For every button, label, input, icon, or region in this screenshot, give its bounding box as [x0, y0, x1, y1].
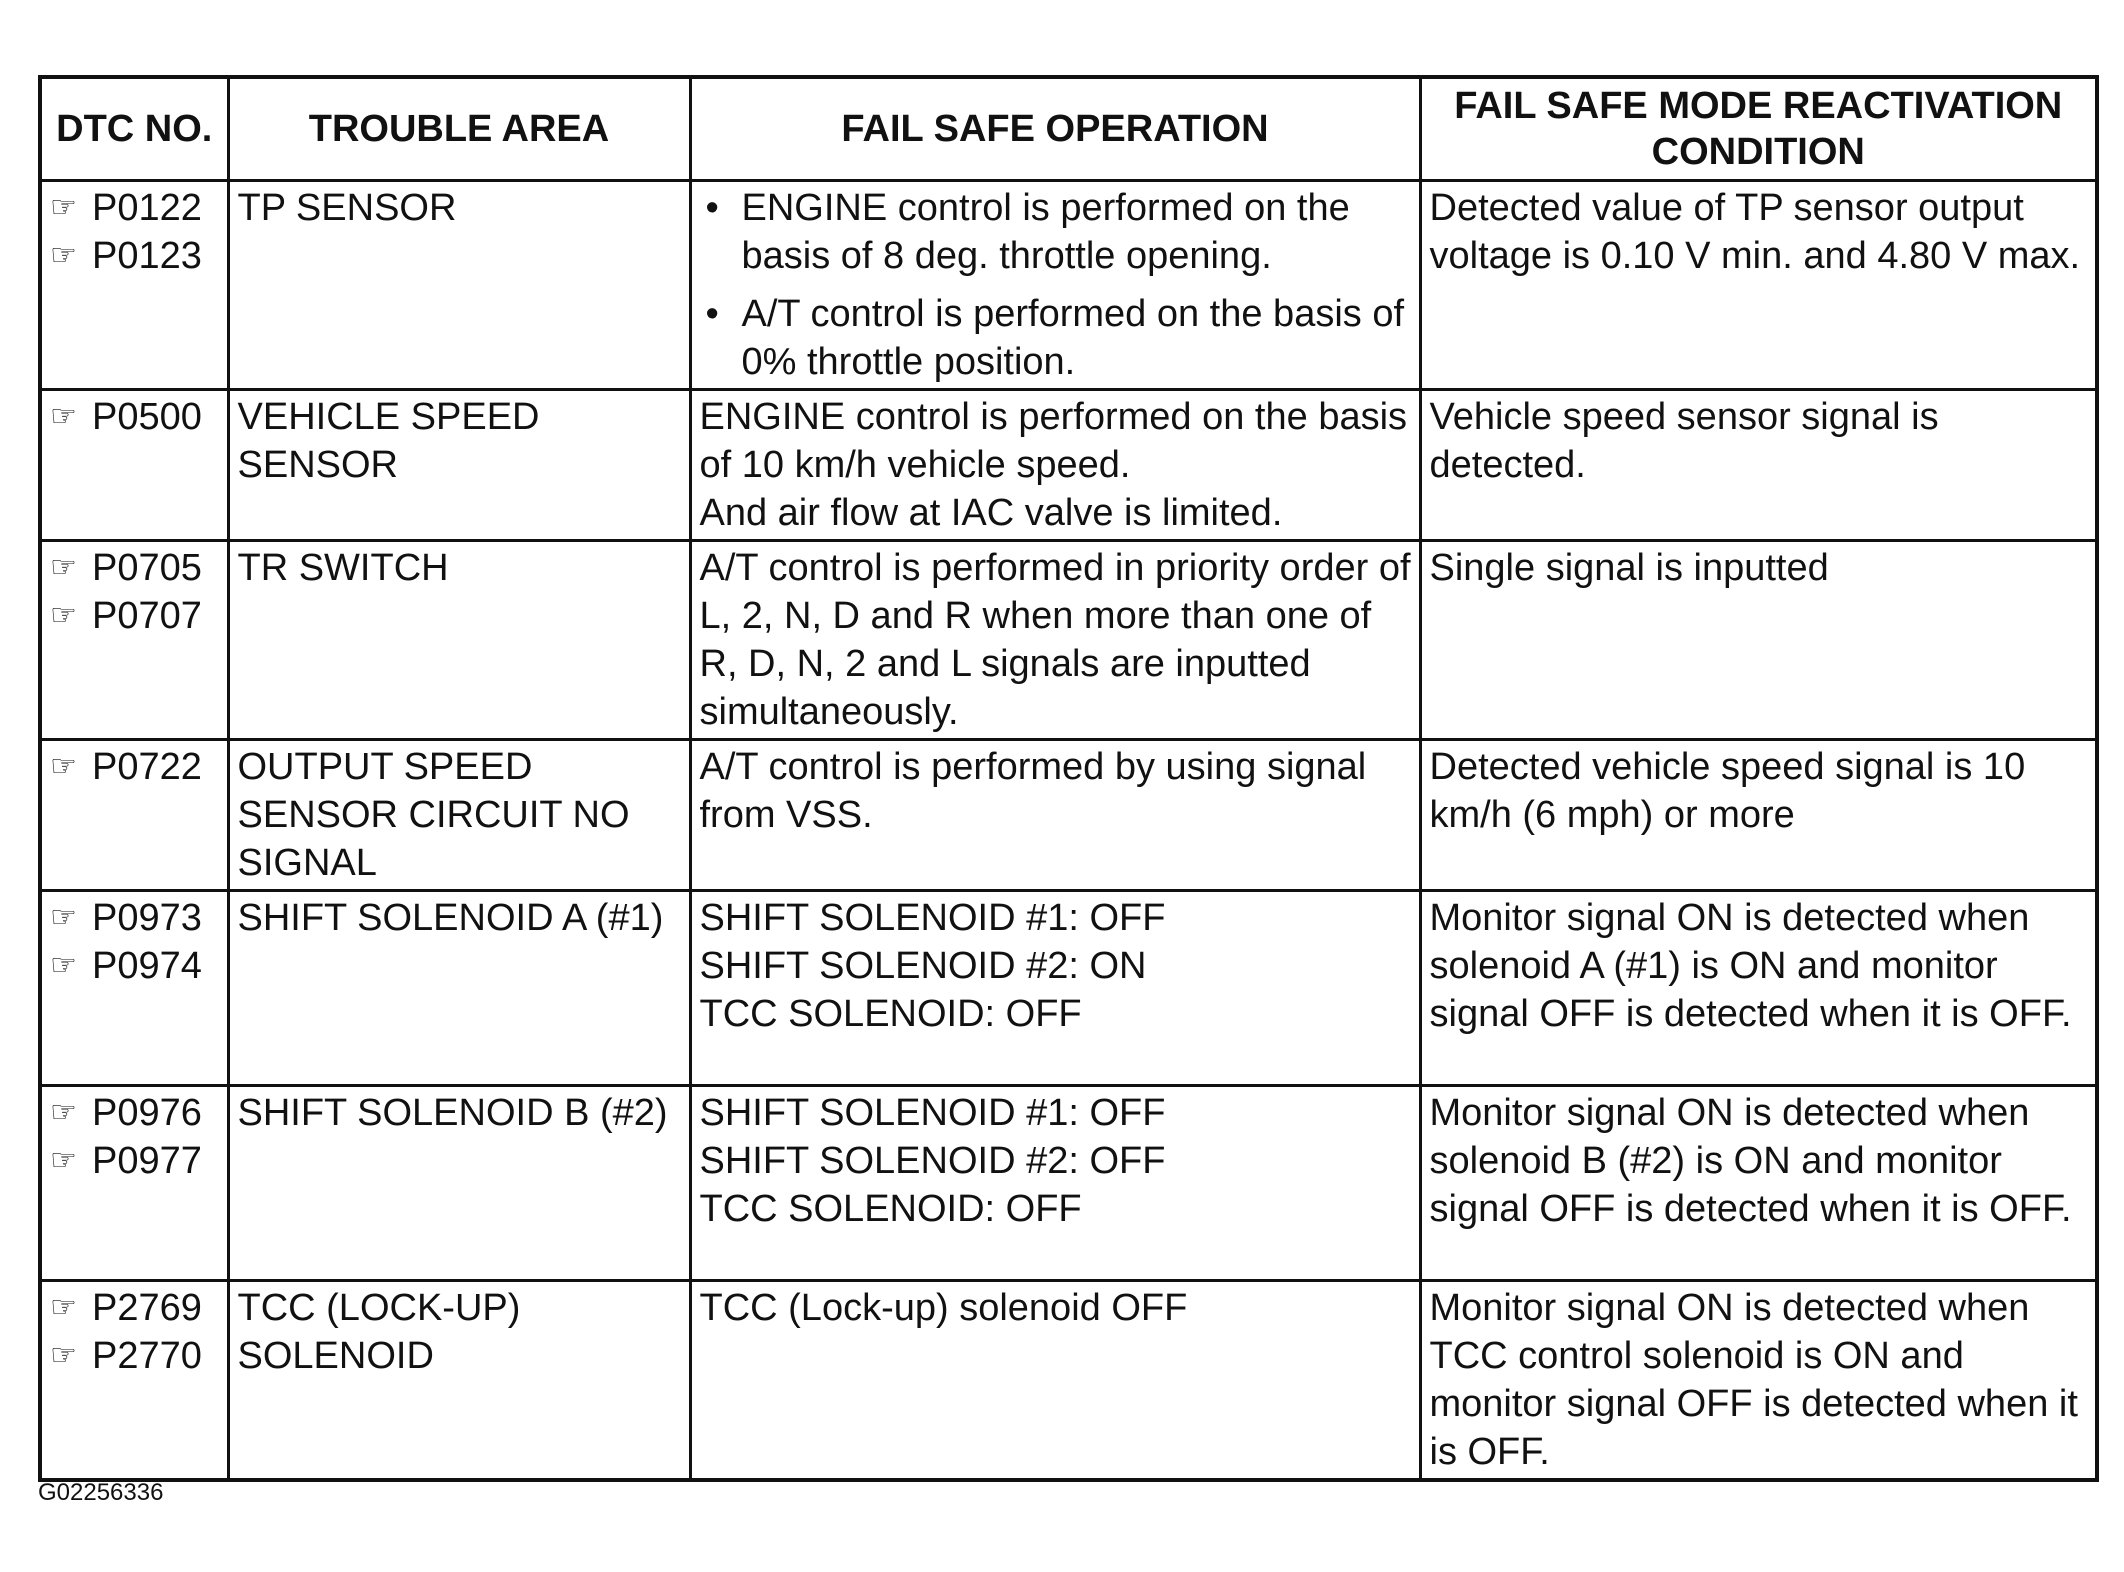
- dtc-code-text: P0722: [92, 746, 202, 788]
- reactivation-condition-cell: Vehicle speed sensor signal is detected.: [1420, 390, 2097, 541]
- fail-safe-operation-cell: [690, 891, 1420, 1086]
- pointing-hand-icon: ☞: [50, 599, 77, 632]
- dtc-codes-cell: [40, 390, 228, 541]
- dtc-codes-cell: [40, 1281, 228, 1481]
- graphic-id-label: G02256336: [38, 1479, 164, 1506]
- pointing-hand-icon: ☞: [50, 901, 77, 934]
- operation-line: ENGINE control is performed on the basis of 10 km/h vehicle speed.: [699, 396, 1408, 486]
- table-row: [40, 181, 2097, 390]
- reactivation-condition-cell: Detected vehicle speed signal is 10 km/h (6 mph) or more: [1420, 740, 2097, 891]
- header-dtc-no: DTC NO.: [40, 77, 228, 181]
- dtc-table-container: [38, 75, 2095, 1473]
- table-row: [40, 390, 2097, 541]
- table-row: [40, 891, 2097, 1086]
- dtc-code-text: P0123: [92, 235, 202, 277]
- dtc-code: [50, 942, 219, 990]
- operation-line: A/T control is performed by using signal from VSS.: [699, 746, 1367, 836]
- operation-line: SHIFT SOLENOID #2: ON: [699, 945, 1147, 987]
- pointing-hand-icon: ☞: [50, 949, 77, 982]
- operation-line: TCC SOLENOID: OFF: [699, 1188, 1082, 1230]
- table-header: [40, 77, 2097, 181]
- header-reactivation-condition: [1420, 77, 2097, 181]
- operation-line: A/T control is performed in priority order of L, 2, N, D and R when more than one of R, D, N, 2 and L signals are inputted simultaneously.: [699, 547, 1411, 733]
- trouble-area-cell: TCC (LOCK-UP) SOLENOID: [228, 1281, 690, 1481]
- dtc-code: [50, 743, 219, 791]
- dtc-code-text: P0976: [92, 1092, 202, 1134]
- dtc-code: [50, 592, 219, 640]
- operation-line: And air flow at IAC valve is limited.: [699, 492, 1283, 534]
- reactivation-condition-cell: Monitor signal ON is detected when solenoid B (#2) is ON and monitor signal OFF is detected when it is OFF.: [1420, 1086, 2097, 1281]
- dtc-code: [50, 232, 219, 280]
- trouble-area-cell: SHIFT SOLENOID A (#1): [228, 891, 690, 1086]
- header-reactivation-line1: FAIL SAFE MODE REACTIVATION: [1454, 85, 2063, 127]
- pointing-hand-icon: ☞: [50, 400, 77, 433]
- reactivation-condition-cell: Monitor signal ON is detected when solenoid A (#1) is ON and monitor signal OFF is detected when it is OFF.: [1420, 891, 2097, 1086]
- fail-safe-operation-cell: [690, 541, 1420, 740]
- pointing-hand-icon: ☞: [50, 551, 77, 584]
- operation-bullet: • A/T control is performed on the basis of 0% throttle position.: [700, 290, 1411, 386]
- dtc-code-text: P0973: [92, 897, 202, 939]
- pointing-hand-icon: ☞: [50, 191, 77, 224]
- dtc-codes-cell: [40, 1086, 228, 1281]
- fail-safe-operation-cell: [690, 1281, 1420, 1481]
- fail-safe-table: [38, 75, 2099, 1482]
- fail-safe-operation-cell: [690, 1086, 1420, 1281]
- dtc-code-text: P0707: [92, 595, 202, 637]
- trouble-area-cell: TR SWITCH: [228, 541, 690, 740]
- header-fail-safe-operation: FAIL SAFE OPERATION: [690, 77, 1420, 181]
- pointing-hand-icon: ☞: [50, 1339, 77, 1372]
- table-row: [40, 740, 2097, 891]
- dtc-codes-cell: [40, 740, 228, 891]
- dtc-code-text: P0977: [92, 1140, 202, 1182]
- header-reactivation-line2: CONDITION: [1651, 131, 1865, 173]
- dtc-code: [50, 1089, 219, 1137]
- dtc-code: [50, 894, 219, 942]
- dtc-code: [50, 1332, 219, 1380]
- operation-line: TCC SOLENOID: OFF: [699, 993, 1082, 1035]
- pointing-hand-icon: ☞: [50, 1096, 77, 1129]
- operation-line: SHIFT SOLENOID #1: OFF: [699, 1092, 1166, 1134]
- dtc-code-text: P0122: [92, 187, 202, 229]
- table-row: [40, 1281, 2097, 1481]
- operation-bullet-list: [700, 184, 1411, 386]
- pointing-hand-icon: ☞: [50, 239, 77, 272]
- fail-safe-operation-cell: [690, 390, 1420, 541]
- fail-safe-operation-cell: [690, 181, 1420, 390]
- dtc-code: [50, 393, 219, 441]
- operation-bullet: • ENGINE control is performed on the basis of 8 deg. throttle opening.: [700, 184, 1411, 280]
- dtc-codes-cell: [40, 541, 228, 740]
- dtc-code-text: P0705: [92, 547, 202, 589]
- table-row: [40, 1086, 2097, 1281]
- operation-line: SHIFT SOLENOID #1: OFF: [699, 897, 1166, 939]
- reactivation-condition-cell: Monitor signal ON is detected when TCC control solenoid is ON and monitor signal OFF is detected when it is OFF.: [1420, 1281, 2097, 1481]
- trouble-area-cell: SHIFT SOLENOID B (#2): [228, 1086, 690, 1281]
- operation-line: TCC (Lock-up) solenoid OFF: [699, 1287, 1188, 1329]
- reactivation-condition-cell: Detected value of TP sensor output voltage is 0.10 V min. and 4.80 V max.: [1420, 181, 2097, 390]
- header-trouble-area: TROUBLE AREA: [228, 77, 690, 181]
- table-row: [40, 541, 2097, 740]
- trouble-area-cell: VEHICLE SPEED SENSOR: [228, 390, 690, 541]
- header-row: [40, 77, 2097, 181]
- dtc-code-text: P0974: [92, 945, 202, 987]
- trouble-area-cell: TP SENSOR: [228, 181, 690, 390]
- reactivation-condition-cell: Single signal is inputted: [1420, 541, 2097, 740]
- pointing-hand-icon: ☞: [50, 750, 77, 783]
- pointing-hand-icon: ☞: [50, 1291, 77, 1324]
- dtc-code-text: P0500: [92, 396, 202, 438]
- operation-line: SHIFT SOLENOID #2: OFF: [699, 1140, 1166, 1182]
- dtc-code: [50, 1137, 219, 1185]
- dtc-code: [50, 184, 219, 232]
- dtc-codes-cell: [40, 891, 228, 1086]
- fail-safe-operation-cell: [690, 740, 1420, 891]
- trouble-area-cell: OUTPUT SPEED SENSOR CIRCUIT NO SIGNAL: [228, 740, 690, 891]
- dtc-codes-cell: [40, 181, 228, 390]
- dtc-code-text: P2769: [92, 1287, 202, 1329]
- pointing-hand-icon: ☞: [50, 1144, 77, 1177]
- dtc-code: [50, 1284, 219, 1332]
- dtc-code: [50, 544, 219, 592]
- dtc-code-text: P2770: [92, 1335, 202, 1377]
